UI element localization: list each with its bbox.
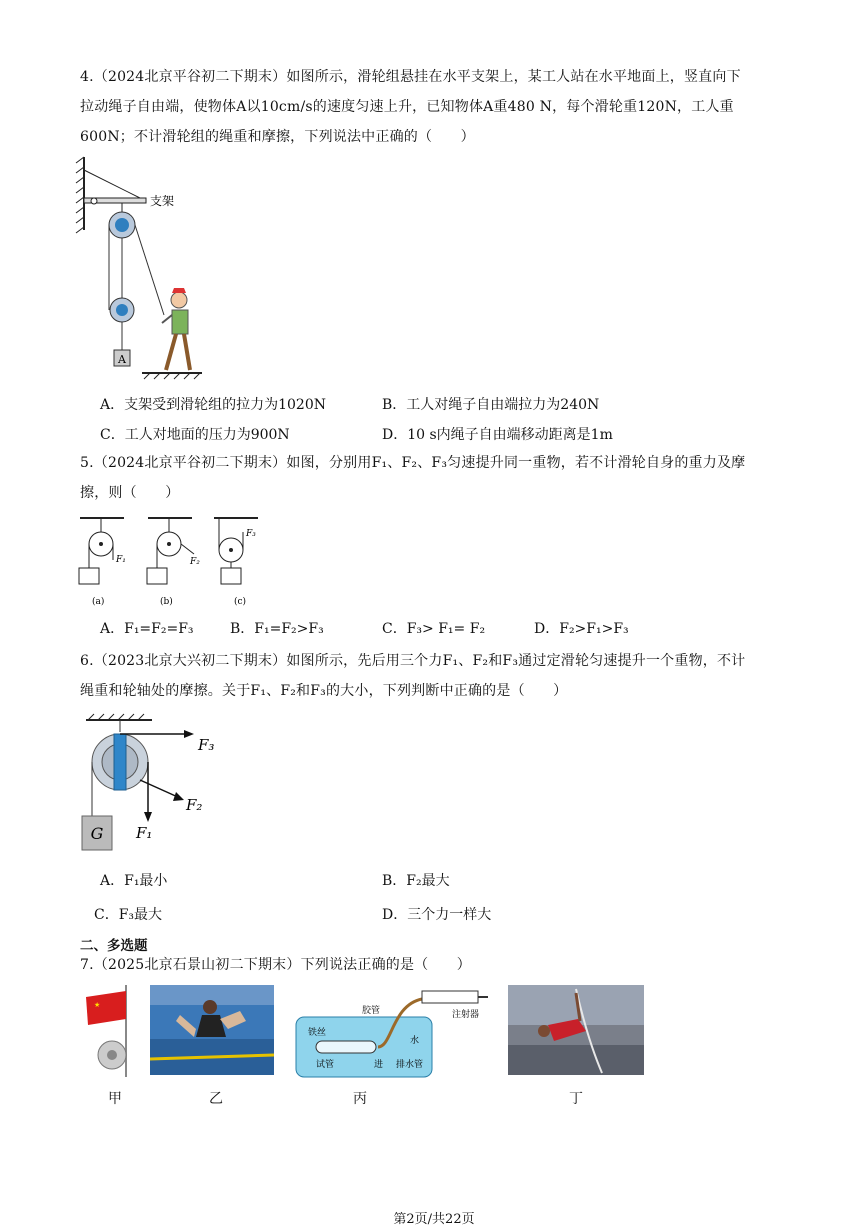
g-label: G [90,824,104,843]
svg-text:进: 进 [374,1060,384,1070]
q6-option-b[interactable]: B．F₂最大 [382,873,450,889]
svg-text:水: 水 [410,1036,420,1046]
q7-caption-ding: 丁 [569,1091,583,1107]
f2-label: F₂ [186,796,203,814]
page-number: 第2页/共22页 [393,1212,475,1227]
f3-label: F₃ [198,736,215,754]
q7-image-jia [82,985,140,1077]
svg-text:F₂: F₂ [190,557,200,567]
q6-pulley-figure [80,710,230,860]
q5-stem-line1: 5.（2024北京平谷初二下期末）如图，分别用F₁、F₂、F₃匀速提升同一重物，若不计滑轮自身的重力及摩 [80,455,746,471]
svg-text:(a): (a) [92,597,105,607]
q7-caption-yi: 乙 [209,1091,223,1107]
q5-option-b[interactable]: B．F₁=F₂>F₃ [230,621,324,637]
q5-option-c[interactable]: C．F₃> F₁= F₂ [382,621,486,637]
q5-stem-line2: 擦，则（ ） [80,485,180,501]
q4-stem-line1: 4.（2024北京平谷初二下期末）如图所示，滑轮组悬挂在水平支架上，某工人站在水平地面上，竖直向下 [80,69,741,85]
svg-text:F₃: F₃ [246,529,256,539]
section-title: 二、多选题 [80,938,148,954]
q7-image-bing [292,985,492,1081]
q6-option-c[interactable]: C．F₃最大 [94,907,163,923]
object-a-label: A [118,353,126,366]
f1-label: F₁ [136,824,153,842]
q5-option-d[interactable]: D．F₂>F₁>F₃ [534,621,629,637]
q4-option-c[interactable]: C．工人对地面的压力为900N [100,427,290,443]
bracket-label: 支架 [150,194,175,208]
svg-text:(c): (c) [234,597,247,607]
svg-text:F₁: F₁ [116,555,126,565]
svg-text:排水管: 排水管 [396,1060,424,1070]
q7-caption-bing: 丙 [353,1091,367,1107]
svg-text:胶管: 胶管 [362,1006,381,1016]
q4-stem-line2: 拉动绳子自由端，使物体A以10cm/s的速度匀速上升，已知物体A重480 N，每个滑轮重120N，工人重 [80,99,734,115]
q7-image-yi [150,985,274,1075]
q4-option-b[interactable]: B．工人对绳子自由端拉力为240N [382,397,600,413]
q7-stem: 7.（2025北京石景山初二下期末）下列说法正确的是（ ） [80,957,471,973]
q7-caption-jia: 甲 [108,1091,122,1107]
q6-option-a[interactable]: A．F₁最小 [100,873,168,889]
svg-text:注射器: 注射器 [452,1010,480,1020]
q5-option-a[interactable]: A．F₁=F₂=F₃ [100,621,194,637]
q4-option-a[interactable]: A．支架受到滑轮组的拉力为1020N [100,397,326,413]
svg-text:铁丝: 铁丝 [308,1028,327,1038]
q7-image-ding [508,985,644,1075]
svg-text:★: ★ [94,1001,101,1009]
q6-option-d[interactable]: D．三个力一样大 [382,907,492,923]
q5-pulley-figure [74,510,274,610]
q4-pulley-figure [74,155,204,385]
q6-stem-line2: 绳重和轮轴处的摩擦。关于F₁、F₂和F₃的大小，下列判断中正确的是（ ） [80,683,568,699]
q6-stem-line1: 6.（2023北京大兴初二下期末）如图所示，先后用三个力F₁、F₂和F₃通过定滑轮匀速提升一个重物，不计 [80,653,746,669]
svg-text:试管: 试管 [316,1060,335,1070]
q4-stem-line3: 600N；不计滑轮组的绳重和摩擦，下列说法中正确的（ ） [80,129,475,145]
q4-option-d[interactable]: D．10 s内绳子自由端移动距离是1m [382,427,613,443]
svg-text:(b): (b) [160,597,173,607]
